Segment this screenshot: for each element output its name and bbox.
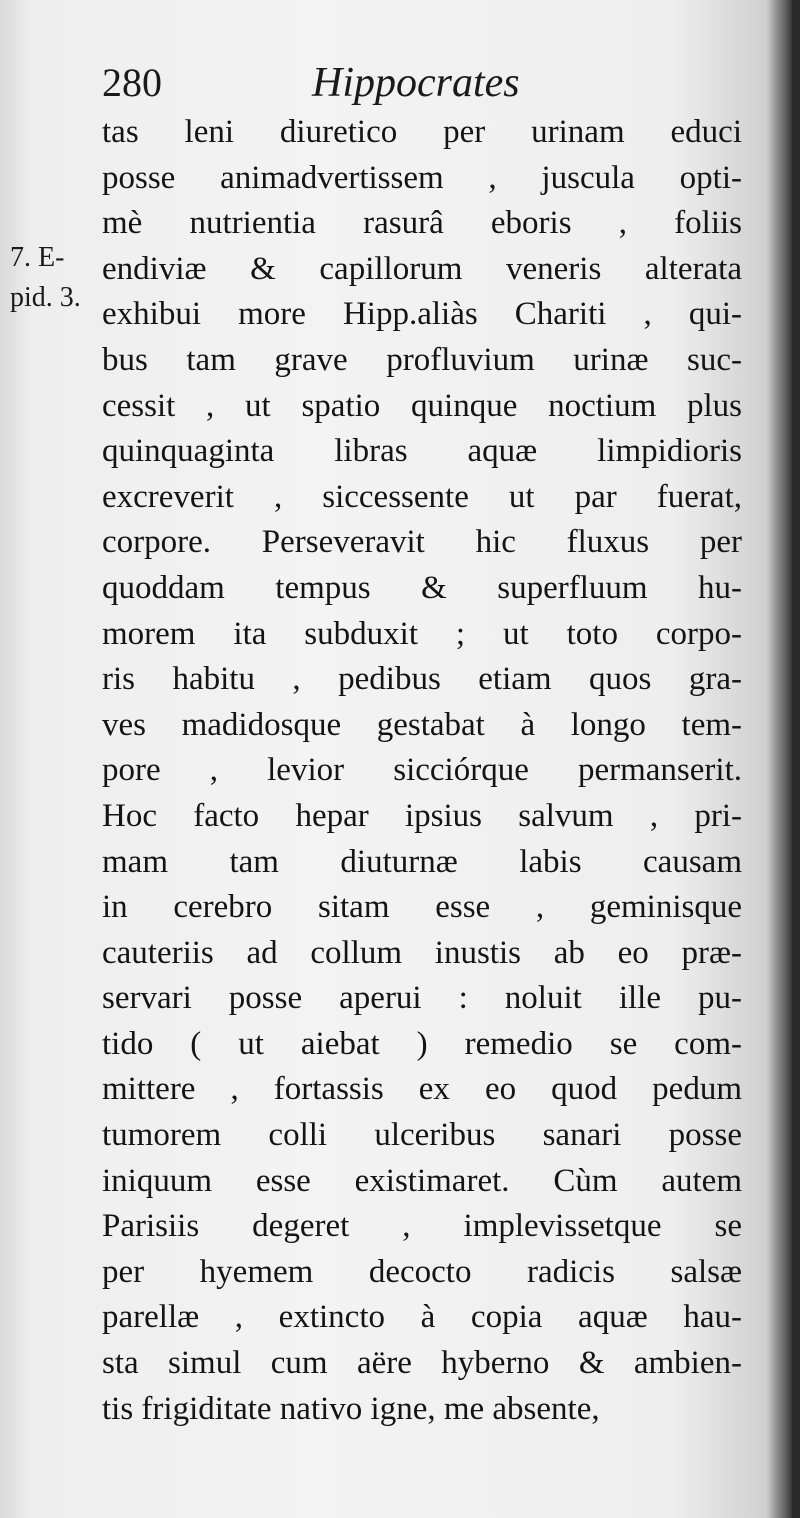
text-line: Parisiis degeret , implevissetque se	[102, 1208, 742, 1245]
text-line: tumorem colli ulceribus sanari posse	[102, 1117, 742, 1154]
text-line: in cerebro sitam esse , geminisque	[102, 889, 742, 926]
text-line: mittere , fortassis ex eo quod pedum	[102, 1071, 742, 1108]
text-line: bus tam grave profluvium urinæ suc-	[102, 341, 742, 378]
text-line: cessit , ut spatio quinque noctium plus	[102, 387, 742, 424]
text-line: tas leni diuretico per urinam educi	[102, 114, 742, 150]
page-header	[102, 58, 742, 108]
text-line: Hoc facto hepar ipsius salvum , pri-	[102, 797, 742, 834]
text-line: mam tam diuturnæ labis causam	[102, 843, 742, 880]
text-line: tido ( ut aiebat ) remedio se com-	[102, 1025, 742, 1062]
running-title: Hippocrates	[312, 60, 520, 106]
text-line: excreverit , siccessente ut par fuerat,	[102, 478, 742, 515]
text-line: endiviæ & capillorum veneris alterata	[102, 250, 742, 287]
margin-note-line: 7. E-	[10, 242, 65, 273]
text-line: ris habitu , pedibus etiam quos gra-	[102, 661, 742, 698]
text-line: quinquaginta libras aquæ limpidioris	[102, 433, 742, 470]
text-line: iniquum esse existimaret. Cùm autem	[102, 1162, 742, 1199]
text-line: mè nutrientia rasurâ eboris , foliis	[102, 205, 742, 242]
text-line: tis frigiditate nativo igne, me absente,	[102, 1390, 600, 1427]
text-line: ves madidosque gestabat à longo tem-	[102, 706, 742, 743]
text-line: exhibui more Hipp.aliàs Chariti , qui-	[102, 296, 742, 333]
text-line: cauteriis ad collum inustis ab eo præ-	[102, 934, 742, 971]
body-text	[102, 110, 742, 1432]
text-line: per hyemem decocto radicis salsæ	[102, 1253, 742, 1290]
text-line: sta simul cum aëre hyberno & ambien-	[102, 1345, 742, 1382]
text-line: parellæ , extincto à copia aquæ hau-	[102, 1299, 742, 1336]
text-line: servari posse aperui : noluit ille pu-	[102, 980, 742, 1017]
text-line: corpore. Perseveravit hic fluxus per	[102, 524, 742, 561]
margin-reference-note	[10, 238, 81, 318]
page-number: 280	[102, 60, 162, 105]
text-line: pore , levior sicciórque permanserit.	[102, 752, 742, 789]
margin-note-line: pid. 3.	[10, 282, 81, 313]
text-line: morem ita subduxit ; ut toto corpo-	[102, 615, 742, 652]
text-line: posse animadvertissem , juscula opti-	[102, 159, 742, 196]
text-line: quoddam tempus & superfluum hu-	[102, 569, 742, 606]
page-gutter-shadow	[766, 0, 792, 1518]
